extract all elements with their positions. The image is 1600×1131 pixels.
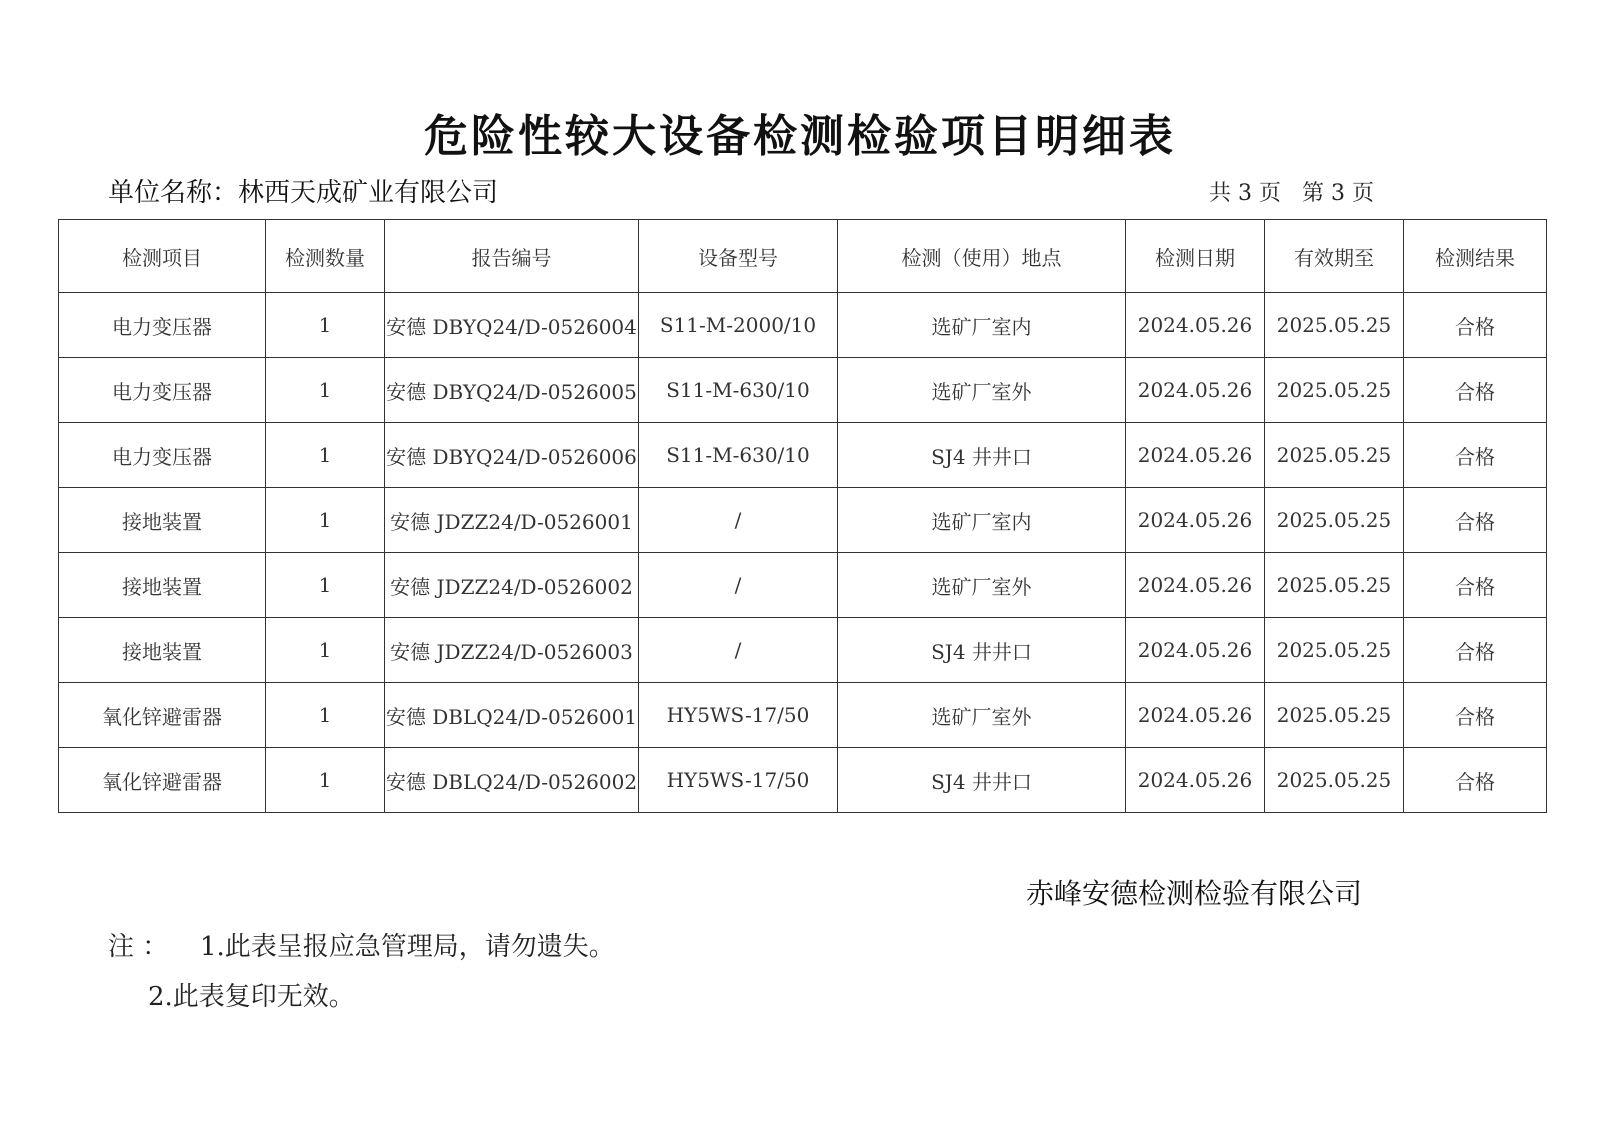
- page-info: 共 3 页 第 3 页: [1209, 181, 1374, 206]
- cell-report-number: 安德 DBYQ24/D-0526006: [385, 423, 639, 488]
- cell-model: HY5WS-17/50: [639, 683, 838, 748]
- cell-result: 合格: [1404, 488, 1547, 553]
- cell-report-number: 安德 DBLQ24/D-0526001: [385, 683, 639, 748]
- table-row: [59, 423, 1547, 488]
- cell-report-number: 安德 JDZZ24/D-0526003: [385, 618, 639, 683]
- cell-model: S11-M-2000/10: [639, 293, 838, 358]
- cell-model: S11-M-630/10: [639, 423, 838, 488]
- cell-test-date: 2024.05.26: [1126, 358, 1265, 423]
- cell-quantity: 1: [266, 683, 385, 748]
- table-row: [59, 293, 1547, 358]
- column-header-quantity: 检测数量: [266, 220, 385, 293]
- cell-item: 接地装置: [59, 553, 266, 618]
- table-row: [59, 618, 1547, 683]
- cell-quantity: 1: [266, 293, 385, 358]
- cell-test-date: 2024.05.26: [1126, 748, 1265, 813]
- cell-result: 合格: [1404, 618, 1547, 683]
- cell-result: 合格: [1404, 748, 1547, 813]
- table-row: [59, 553, 1547, 618]
- cell-test-date: 2024.05.26: [1126, 618, 1265, 683]
- cell-location: SJ4 井井口: [838, 748, 1126, 813]
- cell-model: /: [639, 553, 838, 618]
- cell-quantity: 1: [266, 488, 385, 553]
- cell-model: HY5WS-17/50: [639, 748, 838, 813]
- cell-valid-until: 2025.05.25: [1265, 553, 1404, 618]
- issuing-company: 赤峰安德检测检验有限公司: [1026, 877, 1363, 910]
- cell-valid-until: 2025.05.25: [1265, 748, 1404, 813]
- column-header-test-date: 检测日期: [1126, 220, 1265, 293]
- column-header-report-number: 报告编号: [385, 220, 639, 293]
- cell-quantity: 1: [266, 748, 385, 813]
- table-row: [59, 748, 1547, 813]
- cell-valid-until: 2025.05.25: [1265, 358, 1404, 423]
- cell-test-date: 2024.05.26: [1126, 488, 1265, 553]
- cell-valid-until: 2025.05.25: [1265, 293, 1404, 358]
- detail-table: [58, 219, 1547, 813]
- cell-report-number: 安德 JDZZ24/D-0526002: [385, 553, 639, 618]
- cell-item: 接地装置: [59, 488, 266, 553]
- cell-item: 接地装置: [59, 618, 266, 683]
- column-header-model: 设备型号: [639, 220, 838, 293]
- column-header-location: 检测（使用）地点: [838, 220, 1126, 293]
- cell-report-number: 安德 DBLQ24/D-0526002: [385, 748, 639, 813]
- table-header-row: [59, 220, 1547, 293]
- cell-item: 氧化锌避雷器: [59, 683, 266, 748]
- column-header-item: 检测项目: [59, 220, 266, 293]
- cell-test-date: 2024.05.26: [1126, 683, 1265, 748]
- cell-model: /: [639, 488, 838, 553]
- table-row: [59, 488, 1547, 553]
- cell-valid-until: 2025.05.25: [1265, 423, 1404, 488]
- cell-report-number: 安德 DBYQ24/D-0526005: [385, 358, 639, 423]
- cell-model: S11-M-630/10: [639, 358, 838, 423]
- cell-report-number: 安德 JDZZ24/D-0526001: [385, 488, 639, 553]
- cell-location: 选矿厂室内: [838, 293, 1126, 358]
- cell-valid-until: 2025.05.25: [1265, 488, 1404, 553]
- table-row: [59, 358, 1547, 423]
- cell-valid-until: 2025.05.25: [1265, 618, 1404, 683]
- column-header-result: 检测结果: [1404, 220, 1547, 293]
- page-title: 危险性较大设备检测检验项目明细表: [424, 111, 1176, 162]
- note-item: 2.此表复印无效。: [148, 982, 355, 1012]
- cell-location: SJ4 井井口: [838, 618, 1126, 683]
- cell-report-number: 安德 DBYQ24/D-0526004: [385, 293, 639, 358]
- cell-test-date: 2024.05.26: [1126, 423, 1265, 488]
- cell-location: 选矿厂室外: [838, 553, 1126, 618]
- cell-quantity: 1: [266, 423, 385, 488]
- cell-result: 合格: [1404, 683, 1547, 748]
- table-row: [59, 683, 1547, 748]
- cell-test-date: 2024.05.26: [1126, 293, 1265, 358]
- note-item: 1.此表呈报应急管理局，请勿遗失。: [200, 932, 615, 962]
- cell-valid-until: 2025.05.25: [1265, 683, 1404, 748]
- cell-item: 氧化锌避雷器: [59, 748, 266, 813]
- cell-quantity: 1: [266, 358, 385, 423]
- cell-result: 合格: [1404, 423, 1547, 488]
- column-header-valid-until: 有效期至: [1265, 220, 1404, 293]
- cell-location: 选矿厂室内: [838, 488, 1126, 553]
- cell-quantity: 1: [266, 553, 385, 618]
- cell-location: SJ4 井井口: [838, 423, 1126, 488]
- cell-item: 电力变压器: [59, 358, 266, 423]
- cell-model: /: [639, 618, 838, 683]
- cell-location: 选矿厂室外: [838, 683, 1126, 748]
- notes-label: 注 ：: [108, 932, 169, 962]
- cell-result: 合格: [1404, 358, 1547, 423]
- cell-location: 选矿厂室外: [838, 358, 1126, 423]
- cell-item: 电力变压器: [59, 293, 266, 358]
- cell-test-date: 2024.05.26: [1126, 553, 1265, 618]
- cell-result: 合格: [1404, 553, 1547, 618]
- cell-quantity: 1: [266, 618, 385, 683]
- unit-name-line: 单位名称：林西天成矿业有限公司: [108, 178, 499, 208]
- cell-item: 电力变压器: [59, 423, 266, 488]
- cell-result: 合格: [1404, 293, 1547, 358]
